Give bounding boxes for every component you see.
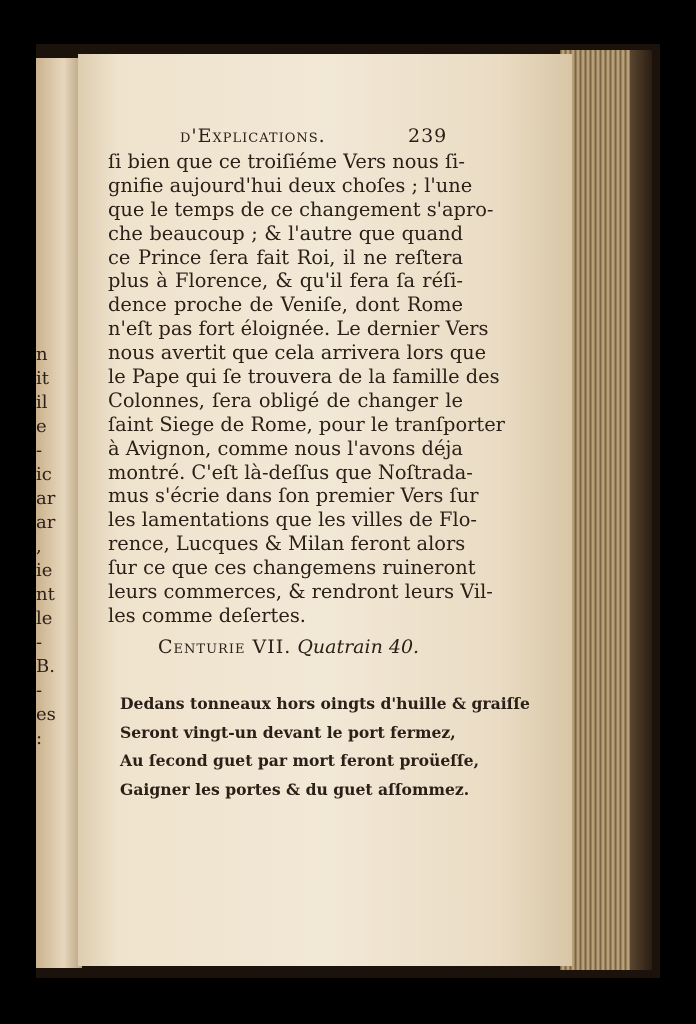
fragment: es — [36, 704, 56, 725]
text-line: le Pape qui ſe trouvera de la famille des — [108, 365, 500, 389]
fragment: e — [36, 416, 47, 437]
fragment: nt — [36, 584, 55, 605]
fragment: le — [36, 608, 53, 629]
text-line: ſi bien que ce troiſiéme Vers nous ſi- — [108, 150, 465, 173]
verse-line: Dedans tonneaux hors oingts d'huille & graiſſe — [120, 694, 530, 713]
page-number: 239 — [408, 125, 448, 147]
fragment: il — [36, 392, 48, 413]
fragment: - — [36, 632, 43, 653]
text-line: les lamentations que les villes de Flo- — [108, 508, 477, 532]
fragment: - — [36, 440, 43, 461]
text-line: à Avignon, comme nous l'avons déja — [108, 436, 463, 460]
page-block-edges — [560, 50, 652, 970]
fragment: ar — [36, 488, 56, 509]
running-title: d'Explications. — [180, 125, 326, 147]
fragment: , — [36, 536, 42, 557]
text-line: leurs commerces, & rendront leurs Vil- — [108, 580, 493, 604]
text-line: ſaint Siege de Rome, pour le tranſporter — [108, 412, 505, 436]
quatrain-verse — [120, 690, 530, 804]
text-line: n'eſt pas fort éloignée. Le dernier Vers — [108, 317, 489, 341]
verse-line: Gaigner les portes & du guet aſſommez. — [120, 779, 470, 799]
fragment: n — [36, 344, 48, 365]
text-line: ce Prince ſera fait Roi, il ne reſtera — [108, 245, 463, 269]
body-paragraph — [108, 150, 505, 628]
fragment: it — [36, 368, 49, 389]
fragment: ic — [36, 464, 52, 485]
fragment: ar — [36, 512, 56, 533]
fragment: - — [36, 680, 43, 701]
quatrain-label: Quatrain 40. — [297, 636, 420, 658]
text-line: nous avertit que cela arrivera lors que — [108, 341, 487, 365]
text-line: gnifie aujourd'hui deux choſes ; l'une — [108, 173, 473, 197]
text-line: mus s'écrie dans ſon premier Vers ſur — [108, 484, 479, 508]
verse-line: Au ſecond guet par mort feront proüeſſe, — [120, 751, 480, 770]
fragment: B. — [36, 656, 55, 677]
section-heading — [158, 636, 478, 658]
text-line: ſur ce que ces changemens ruineront — [108, 556, 476, 580]
text-line: Colonnes, ſera obligé de changer le — [108, 388, 463, 412]
fragment: ie — [36, 560, 53, 581]
text-line: plus à Florence, & qu'il fera ſa réſi- — [108, 269, 463, 293]
text-line: rence, Lucques & Milan feront alors — [108, 532, 466, 556]
verse-line: Seront vingt-un devant le port fermez, — [120, 722, 456, 742]
text-line: dence proche de Veniſe, dont Rome — [108, 293, 463, 317]
fragment: : — [36, 728, 43, 749]
text-line: les comme deſertes. — [108, 603, 306, 627]
text-line: que le temps de ce changement s'apro- — [108, 197, 494, 221]
text-line: montré. C'eſt là-deſſus que Noſtrada- — [108, 460, 473, 484]
text-line: che beaucoup ; & l'autre que quand — [108, 221, 463, 245]
centurie-label: Centurie VII. — [158, 636, 292, 658]
previous-page-edge — [36, 58, 82, 968]
